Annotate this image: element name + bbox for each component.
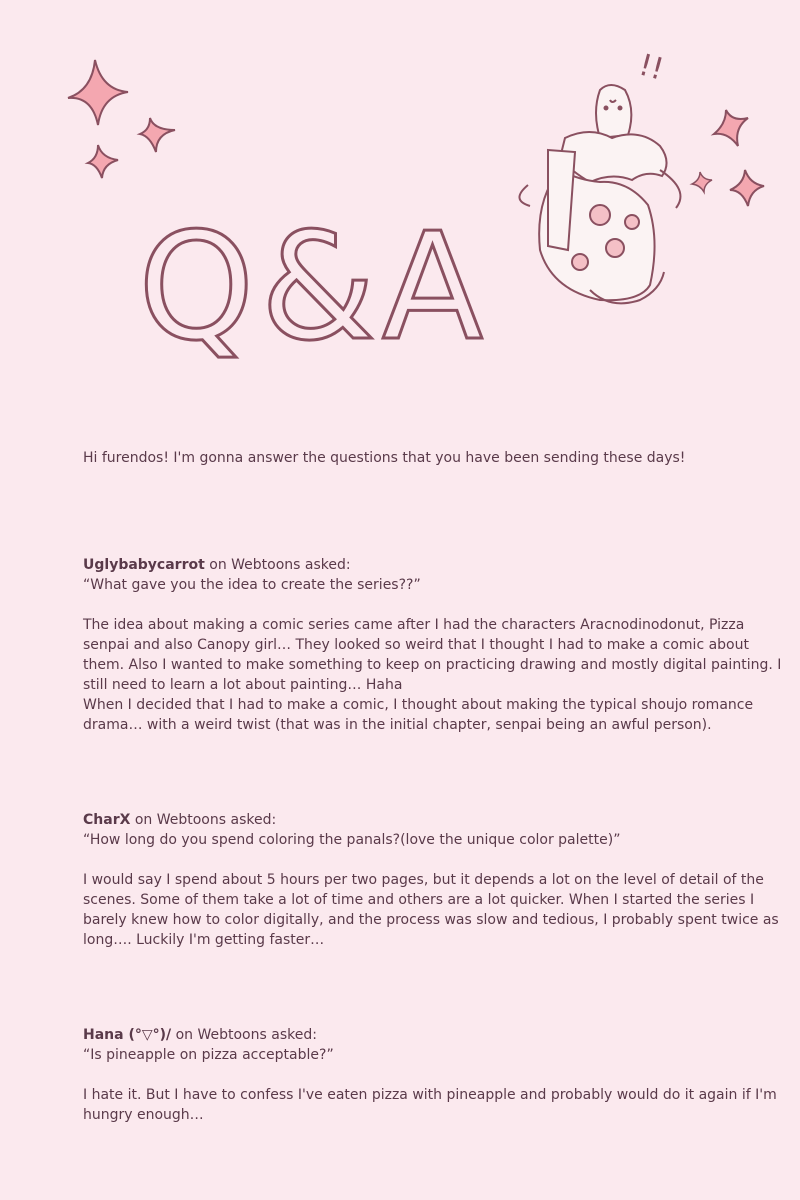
sparkle-icon — [68, 60, 128, 125]
sparkle-icon — [730, 170, 764, 206]
answer-text: I hate it. But I have to confess I've eaten pizza with pineapple and probably would do it again if I'm hungry enough… — [83, 1087, 777, 1123]
asker-source: on Webtoons asked: — [171, 1027, 317, 1043]
header-illustration — [0, 0, 800, 380]
qa-entry — [83, 810, 783, 950]
sparkle-icon — [140, 118, 175, 152]
asker-name: Uglybabycarrot — [83, 557, 205, 573]
question-text: “How long do you spend coloring the panals?(love the unique color palette)” — [83, 832, 621, 848]
qa-title: Q&A — [138, 201, 490, 373]
question-text: “Is pineapple on pizza acceptable?” — [83, 1047, 334, 1063]
exclaim-text: !! — [635, 47, 668, 88]
qa-entry — [83, 1025, 783, 1125]
sparkle-icon — [692, 172, 712, 192]
intro-text: Hi furendos! I'm gonna answer the questions that you have been sending these days! — [83, 450, 686, 466]
question-header — [83, 810, 783, 830]
sparkle-icon — [88, 145, 118, 178]
answer-text: I would say I spend about 5 hours per two pages, but it depends a lot on the level of detail of the scenes. Some of them take a lot of time and others are a lot quicker. When I started the series I barely knew how to color digitally, and the process was slow and tedious, I probably spent twice as long…. Luckily I'm getting faster… — [83, 872, 779, 948]
asker-name: CharX — [83, 812, 131, 828]
answer-text: The idea about making a comic series came after I had the characters Aracnodinodonut, Pizza senpai and also Canopy girl… They looked so weird that I thought I had to make a comic about them. Also I wanted to make something to keep on practicing drawing and mostly digital painting. I still need to learn a lot about painting… Haha — [83, 617, 782, 693]
qa-entry — [83, 555, 783, 735]
sparkle-icon — [714, 110, 748, 146]
question-header — [83, 1025, 783, 1045]
answer-text: When I decided that I had to make a comic, I thought about making the typical shoujo romance drama… with a weird twist (that was in the initial chapter, senpai being an awful person). — [83, 697, 754, 733]
question-text: “What gave you the idea to create the series??” — [83, 577, 421, 593]
asker-name: Hana (°▽°)/ — [83, 1027, 172, 1043]
pizza-character-illustration — [519, 48, 680, 304]
question-header — [83, 555, 783, 575]
asker-source: on Webtoons asked: — [204, 557, 351, 573]
asker-source: on Webtoons asked: — [130, 812, 277, 828]
